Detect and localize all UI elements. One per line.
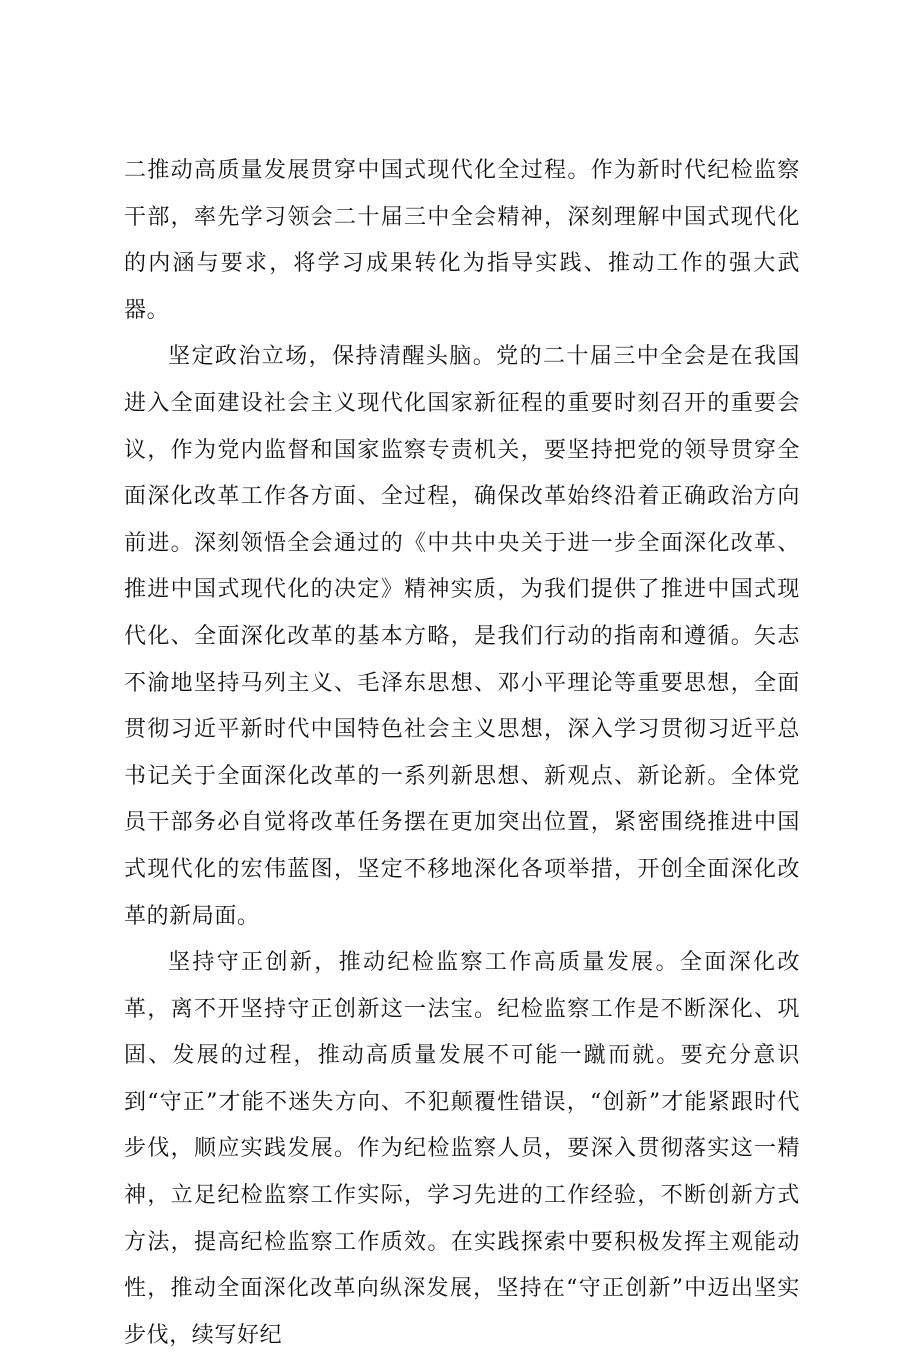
paragraph-political-stance: 坚定政治立场，保持清醒头脑。党的二十届三中全会是在我国进入全面建设社会主义现代化国家新征程的重要时刻召开的重要会议，作为党内监督和国家监察专责机关，要坚持把党的领导贯穿全面深化改革工作各方面、全过程，确保改革始终沿着正确政治方向前进。深刻领悟全会通过的《中共中央关于进一步全面深化改革、推进中国式现代化的决定》精神实质，为我们提供了推进中国式现代化、全面深化改革的基本方略，是我们行动的指南和遵循。矢志不渝地坚持马列主义、毛泽东思想、邓小平理论等重要思想，全面贯彻习近平新时代中国特色社会主义思想，深入学习贯彻习近平总书记关于全面深化改革的一系列新思想、新观点、新论新。全体党员干部务必自觉将改革任务摆在更加突出位置，紧密围绕推进中国式现代化的宏伟蓝图，坚定不移地深化各项举措，开创全面深化改革的新局面。 xyxy=(124,344,800,929)
paragraph-continuation: 二推动高质量发展贯穿中国式现代化全过程。作为新时代纪检监察干部，率先学习领会二十届三中全会精神，深刻理解中国式现代化的内涵与要求，将学习成果转化为指导实践、推动工作的强大武器。 xyxy=(124,158,800,323)
document-body xyxy=(124,148,800,1359)
paragraph-innovation: 坚持守正创新，推动纪检监察工作高质量发展。全面深化改革，离不开坚持守正创新这一法宝。纪检监察工作是不断深化、巩固、发展的过程，推动高质量发展不可能一蹴而就。要充分意识到“守正”才能不迷失方向、不犯颠覆性错误，“创新”才能紧跟时代步伐，顺应实践发展。作为纪检监察人员，要深入贯彻落实这一精神，立足纪检监察工作实际，学习先进的工作经验，不断创新方式方法，提高纪检监察工作质效。在实践探索中要积极发挥主观能动性，推动全面深化改革向纵深发展，坚持在“守正创新”中迈出坚实步伐，续写好纪 xyxy=(124,950,800,1348)
